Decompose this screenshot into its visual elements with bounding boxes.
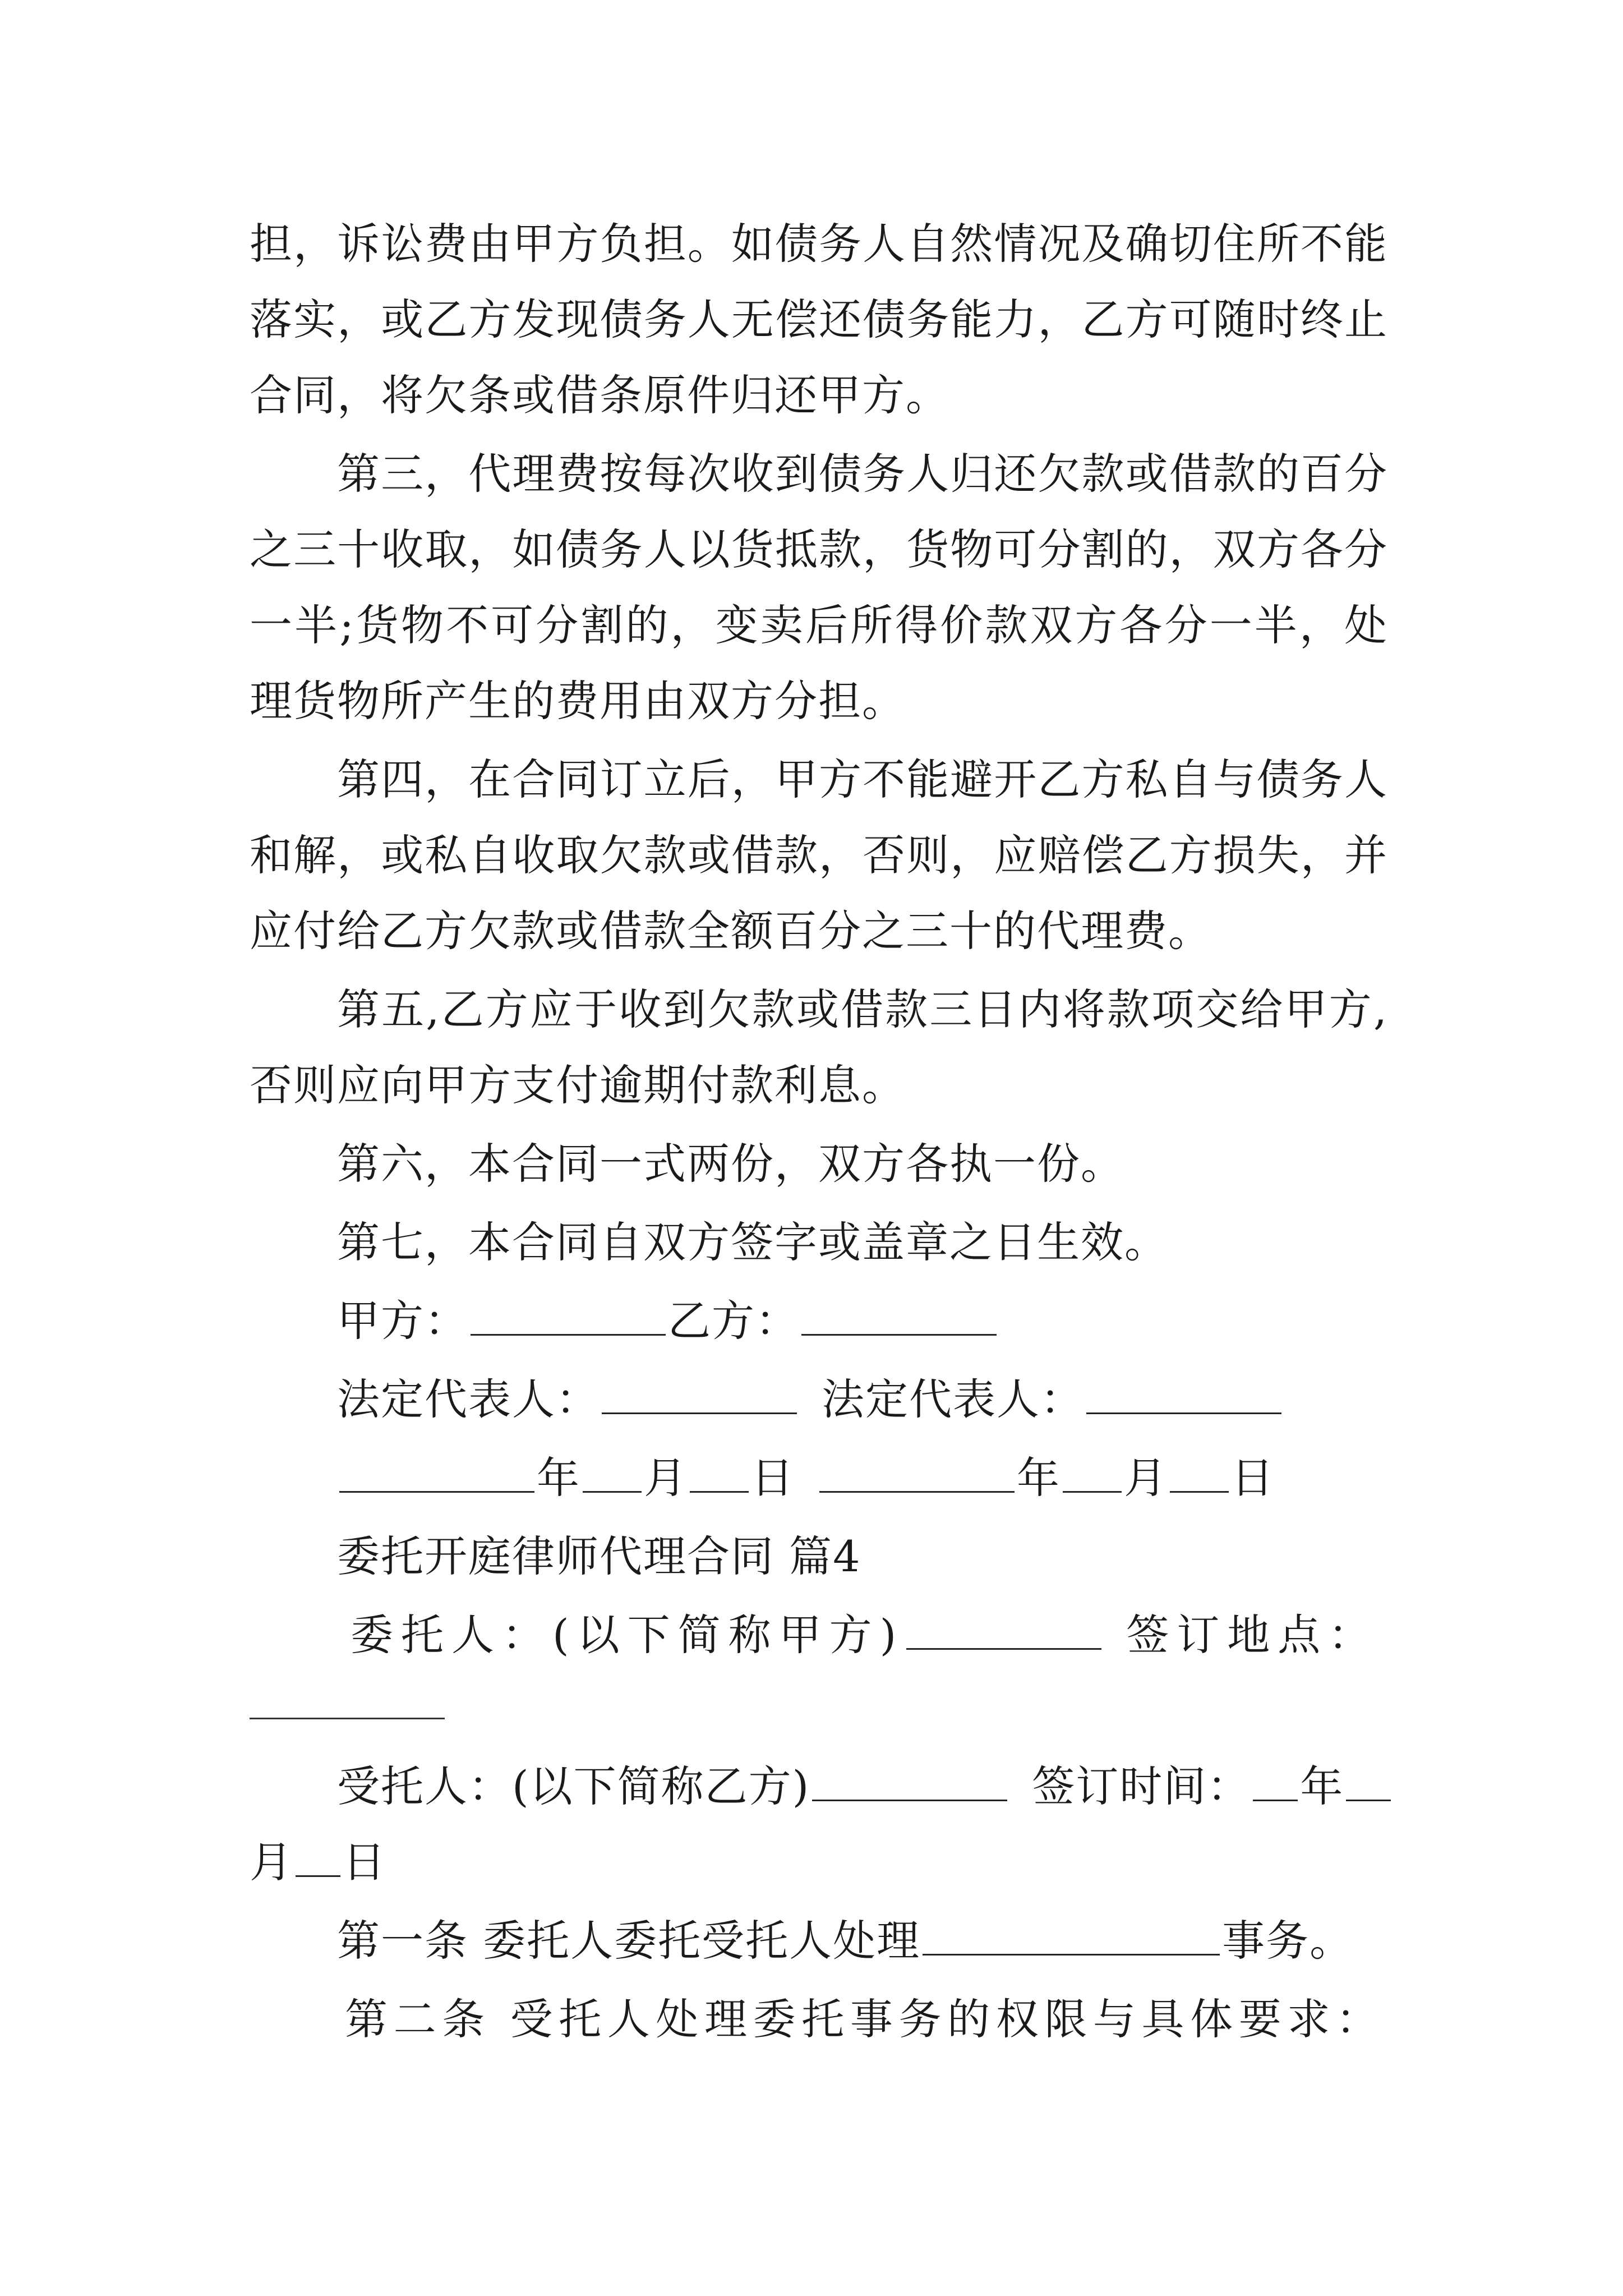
legal-rep-line	[337, 1360, 1388, 1439]
text-line: 否则应向甲方支付逾期付款利息。	[250, 1060, 906, 1110]
sign-date-continuation	[250, 1823, 1388, 1902]
month-label: 月	[250, 1837, 293, 1887]
text-line: 理货物所产生的费用由双方分担。	[250, 676, 906, 726]
party-a-label: 甲方：	[337, 1296, 468, 1346]
section-title: 委托开庭律师代理合同 篇4	[337, 1531, 861, 1581]
client-label: 委托人：(以下简称甲方)	[351, 1610, 905, 1660]
sign-time-label: 签订时间：	[1032, 1761, 1251, 1811]
date-b-blank	[819, 1490, 1015, 1493]
month-label: 月	[1124, 1453, 1168, 1503]
year-label: 年	[537, 1453, 580, 1503]
month-blank	[1063, 1490, 1122, 1493]
legal-rep-a-label: 法定代表人：	[337, 1374, 600, 1424]
article-3-line: 第三，代理费按每次收到债务人归还欠款或借款的百分	[337, 449, 1388, 499]
date-a-blank	[339, 1490, 534, 1493]
agent-line	[337, 1747, 1388, 1826]
text-line: 之三十收取，如债务人以货抵款，货物可分割的，双方各分	[250, 524, 1388, 574]
client-line	[351, 1596, 1401, 1674]
text-line: 落实，或乙方发现债务人无偿还债务能力，乙方可随时终止	[250, 295, 1388, 344]
text-line: 应付给乙方欠款或借款全额百分之三十的代理费。	[250, 906, 1212, 956]
day-blank	[1170, 1490, 1229, 1493]
legal-rep-b-blank	[1086, 1412, 1281, 1414]
agent-label: 受托人：(以下简称乙方)	[337, 1761, 810, 1811]
sign-day-blank	[296, 1875, 340, 1877]
article-5-line: 第五,乙方应于收到欠款或借款三日内将款项交给甲方,	[337, 984, 1388, 1034]
party-a-blank	[471, 1333, 666, 1336]
text-line: 和解，或私自收取欠款或借款，否则，应赔偿乙方损失，并	[250, 830, 1388, 880]
article-7-line: 第七，本合同自双方签字或盖章之日生效。	[337, 1217, 1168, 1267]
client-blank	[906, 1648, 1101, 1650]
agent-blank	[812, 1799, 1007, 1801]
legal-rep-b-label: 法定代表人：	[822, 1374, 1084, 1424]
party-b-label: 乙方：	[668, 1296, 799, 1346]
month-blank	[583, 1490, 642, 1493]
party-b-blank	[801, 1333, 997, 1336]
sign-place-label: 签订地点：	[1126, 1610, 1379, 1660]
article-1-prefix: 第一条 委托人委托受托人处理	[337, 1916, 921, 1966]
article-1-line	[337, 1902, 1388, 1980]
party-signature-line	[337, 1282, 1388, 1360]
month-label: 月	[644, 1453, 688, 1503]
article-1-suffix: 事务。	[1222, 1916, 1354, 1966]
text-line: 一半;货物不可分割的，变卖后所得价款双方各分一半，处	[250, 600, 1388, 650]
text-line: 合同，将欠条或借条原件归还甲方。	[250, 370, 949, 420]
sign-year-blank	[1253, 1799, 1298, 1801]
article-6-line: 第六，本合同一式两份，双方各执一份。	[337, 1139, 1124, 1189]
date-line	[337, 1439, 1388, 1517]
article-1-blank	[923, 1953, 1220, 1955]
sign-month-blank	[1346, 1799, 1391, 1801]
day-label: 日	[751, 1453, 795, 1503]
year-label: 年	[1017, 1453, 1061, 1503]
day-label: 日	[343, 1837, 386, 1887]
day-label: 日	[1231, 1453, 1275, 1503]
text-line: 担，诉讼费由甲方负担。如债务人自然情况及确切住所不能	[250, 219, 1388, 269]
year-label: 年	[1300, 1761, 1344, 1811]
sign-place-blank	[250, 1718, 445, 1719]
article-4-line: 第四，在合同订立后，甲方不能避开乙方私自与债务人	[337, 754, 1388, 804]
article-2-line: 第二条 受托人处理委托事务的权限与具体要求：	[345, 1994, 1380, 2044]
day-blank	[690, 1490, 749, 1493]
legal-rep-a-blank	[602, 1412, 797, 1414]
